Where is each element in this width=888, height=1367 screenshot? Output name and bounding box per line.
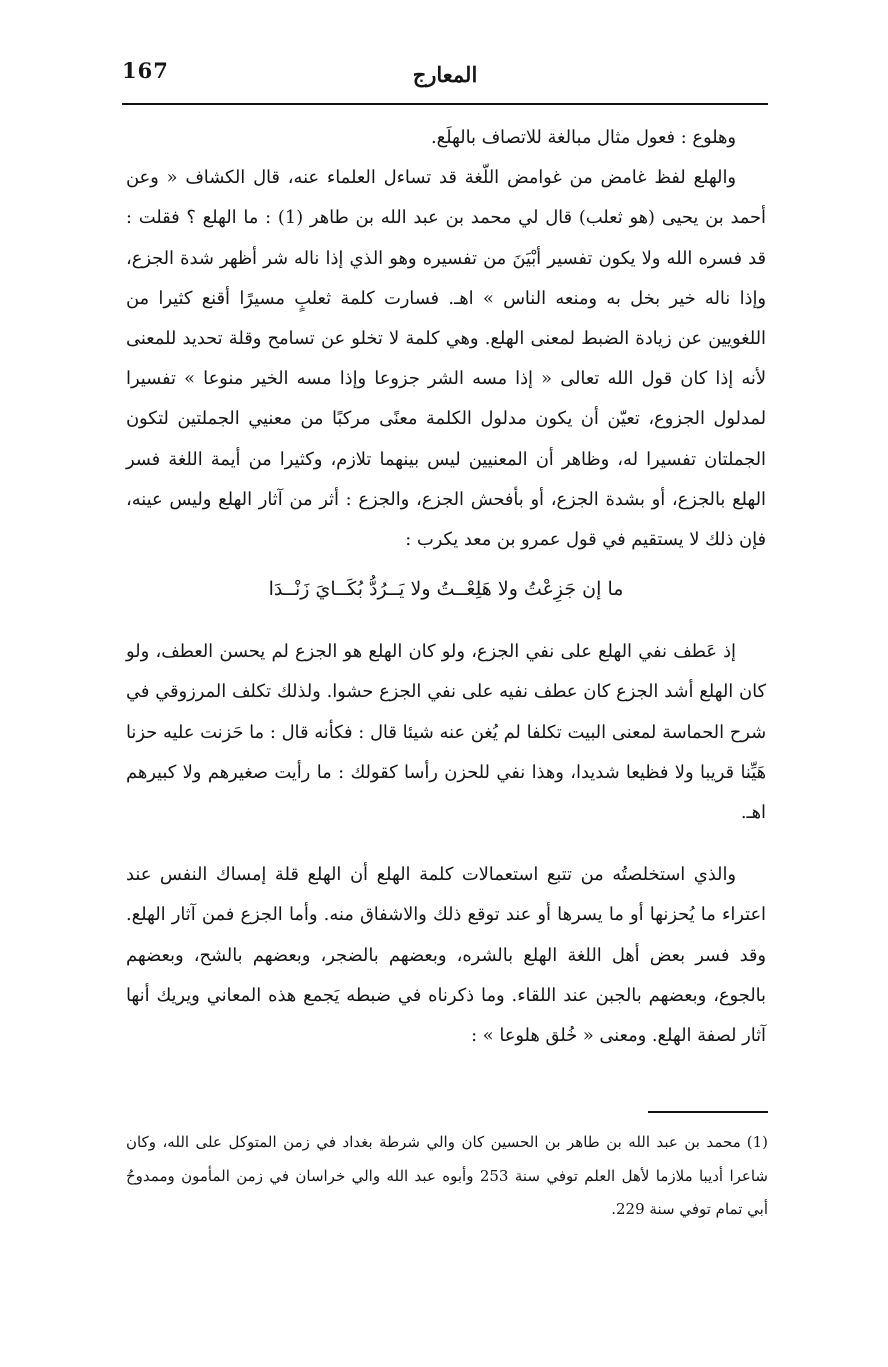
paragraph-4: والذي استخلصتُه من تتبع استعمالات كلمة الهلع أن الهلع قلة إمساك النفس عند اعتراء ما يُحزنها أو ما يسرها أو عند توقع ذلك والاشفاق منه. وأما الجزع فمن آثار الهلع. وقد فسر بعض أهل اللغة الهلع بالشره، وبعضهم بالضجر، وبعضهم بالشح، وبعضهم بالجوع، وبعضهم بالجبن عند اللقاء. وما ذكرناه في ضبطه يَجمع هذه المعاني ويريك أنها آثار لصفة الهلع. ومعنى « خُلق هلوعا » : (126, 864, 766, 1047)
header-rule (122, 103, 768, 105)
paragraph-1: وهلوع : فعول مثال مبالغة للاتصاف بالهلَع. (430, 127, 736, 148)
paragraph-2: والهلع لفظ غامض من غوامض اللّغة قد تساءل العلماء عنه، قال الكشاف « وعن أحمد بن يحيى (هو ثعلب) قال لي محمد بن عبد الله بن طاهر (1) : ما الهلع ؟ فقلت : قد فسره الله ولا يكون تفسير أبْيَنَ من تفسيره وهو الذي إذا ناله شر أظهر شدة الجزع، وإذا ناله خير بخل به ومنعه الناس » اهـ. فسارت كلمة ثعلبٍ مسيرًا أقنع كثيرا من اللغويين عن زيادة الضبط لمعنى الهلع. وهي كلمة لا تخلو عن تسامح وقلة تحديد للمعنى لأنه إذا كان قول الله تعالى « إذا مسه الشر جزوعا وإذا مسه الخير منوعا » تفسيرا لمدلول الجزوع، تعيّن أن يكون مدلول الكلمة معنًى مركبًا من معنيي الجملتين لتكون الجملتان تفسيرا له، وظاهر أن المعنيين ليس بينهما تلازم، وكثيرا من أيمة اللغة فسر الهلع بالجزع، أو بشدة الجزع، أو بأفحش الجزع، والجزع : أثر من آثار الهلع وليس عينه، فإن ذلك لا يستقيم في قول عمرو بن معد يكرب : (126, 167, 766, 551)
body-text (126, 118, 766, 1056)
running-title: المعارج (412, 62, 478, 87)
footnote-1 (126, 1126, 768, 1227)
footnote-rule (648, 1111, 768, 1113)
footnote-text: محمد بن عبد الله بن طاهر بن الحسين كان والي شرطة بغداد في زمن المتوكل على الله، وكان شاعرا أديبا ملازما لأهل العلم توفي سنة 253 وأبوه عبد الله والي خراسان في زمن المأمون وممدوحُ أبي تمام توفي سنة 229. (126, 1133, 768, 1218)
footnote-marker: (1) (746, 1133, 768, 1151)
footnotes (126, 1126, 768, 1227)
poetry-verse: ما إن جَزِعْتُ ولا هَلِعْــتُ ولا يَــرُدُّ بُكَــايَ زَنْــدَا (268, 578, 624, 601)
page-header (122, 50, 768, 102)
page-number: 167 (122, 58, 169, 83)
paragraph-3: إذ عَطف نفي الهلع على نفي الجزع، ولو كان الهلع هو الجزع لم يحسن العطف، ولو كان الهلع أشد الجزع كان عطف نفيه على نفي الجزع حشوا. ولذلك تكلف المرزوقي في شرح الحماسة لمعنى البيت تكلفا لم يُغن عنه شيئا قال : فكأنه قال : ما حَزنت عليه حزنا هَيِّنا قريبا ولا فظيعا شديدا، وهذا نفي للحزن رأسا كقولك : ما رأيت صغيرهم ولا كبيرهم اهـ. (126, 641, 766, 824)
